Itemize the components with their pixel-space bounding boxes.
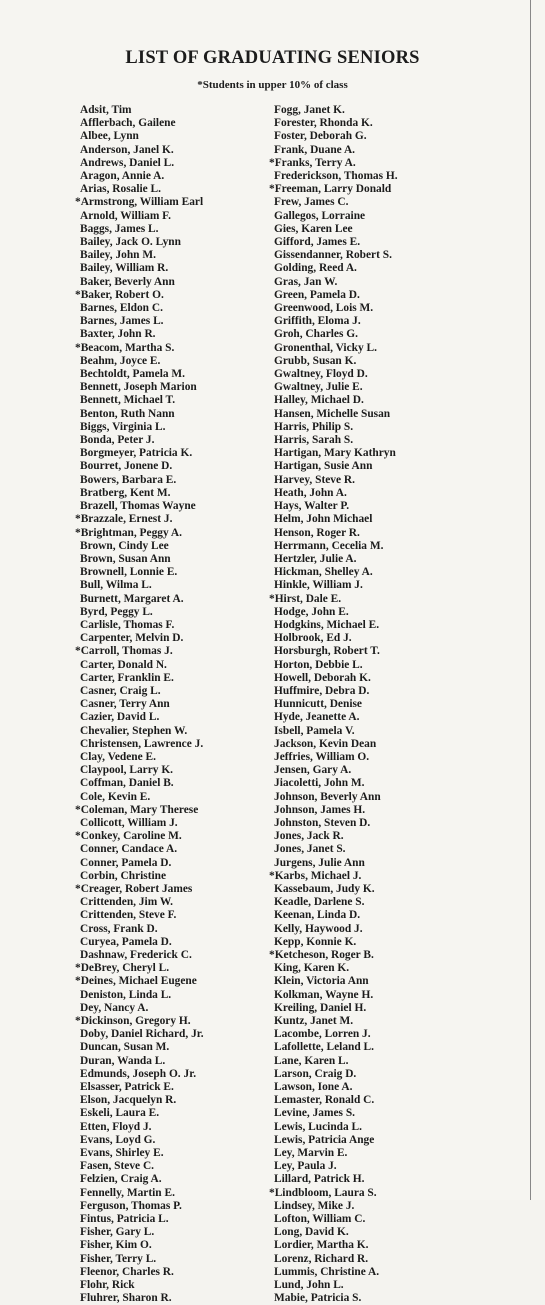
senior-name: Edmunds, Joseph O. Jr. xyxy=(80,1067,197,1080)
senior-name: Heath, John A. xyxy=(274,486,347,499)
senior-name: Casner, Terry Ann xyxy=(80,698,170,711)
senior-name: Lofton, William C. xyxy=(274,1213,366,1226)
senior-name: Frank, Duane A. xyxy=(274,143,356,156)
page-subtitle: *Students in upper 10% of class xyxy=(197,79,348,91)
senior-name: *Franks, Terry A. xyxy=(269,156,356,169)
senior-name: Lordier, Martha K. xyxy=(274,1239,369,1252)
senior-name: Cole, Kevin E. xyxy=(80,790,151,803)
senior-name: Gallegos, Lorraine xyxy=(274,209,366,222)
senior-name: Harris, Philip S. xyxy=(274,420,354,433)
senior-name: Gronenthal, Vicky L. xyxy=(274,341,377,354)
senior-name: *Karbs, Michael J. xyxy=(269,869,362,882)
senior-name: Bennett, Michael T. xyxy=(80,394,176,407)
senior-name: Lindsey, Mike J. xyxy=(274,1199,355,1212)
senior-name: Elsasser, Patrick E. xyxy=(80,1081,174,1094)
senior-name: *Brazzale, Ernest J. xyxy=(75,513,173,526)
senior-name: Green, Pamela D. xyxy=(274,288,360,301)
senior-name: Evans, Shirley E. xyxy=(80,1147,164,1160)
senior-name: Fennelly, Martin E. xyxy=(80,1186,175,1199)
senior-name: Crittenden, Steve F. xyxy=(80,909,177,922)
senior-name: Henson, Roger R. xyxy=(274,526,360,539)
senior-name: *Creager, Robert James xyxy=(75,882,193,895)
senior-name: Forester, Rhonda K. xyxy=(274,117,373,130)
senior-name: Lewis, Lucinda L. xyxy=(274,1120,362,1133)
senior-name: Herrmann, Cecelia M. xyxy=(274,539,384,552)
senior-name: Ley, Marvin E. xyxy=(274,1147,348,1160)
senior-name: *Deines, Michael Eugene xyxy=(75,975,197,988)
senior-name: Hunnicutt, Denise xyxy=(274,698,362,711)
right-name-column xyxy=(269,104,530,1305)
senior-name: Greenwood, Lois M. xyxy=(274,302,374,315)
senior-name: Byrd, Peggy L. xyxy=(80,605,153,618)
senior-name: Horton, Debbie L. xyxy=(274,658,363,671)
senior-name: Fisher, Gary L. xyxy=(80,1226,155,1239)
senior-name: Lummis, Christine A. xyxy=(274,1265,380,1278)
senior-name: Ferguson, Thomas P. xyxy=(80,1199,182,1212)
senior-name: Felzien, Craig A. xyxy=(80,1173,162,1186)
senior-name: Hartigan, Susie Ann xyxy=(274,460,373,473)
senior-name: *Baker, Robert O. xyxy=(75,288,164,301)
senior-name: Johnston, Steven D. xyxy=(274,816,371,829)
senior-name: Lillard, Patrick H. xyxy=(274,1173,365,1186)
senior-name: King, Karen K. xyxy=(274,962,350,975)
senior-name: Biggs, Virginia L. xyxy=(80,420,166,433)
senior-name: Mabie, Patricia S. xyxy=(274,1292,362,1305)
senior-name: Fluhrer, Sharon R. xyxy=(80,1292,172,1305)
senior-name: Fintus, Patricia L. xyxy=(80,1213,169,1226)
senior-name: Brownell, Lonnie E. xyxy=(80,566,178,579)
senior-name: Arias, Rosalie L. xyxy=(80,183,161,196)
senior-name: Gifford, James E. xyxy=(274,236,361,249)
senior-name: Bourret, Jonene D. xyxy=(80,460,173,473)
senior-name: Lund, John L. xyxy=(274,1279,344,1292)
senior-name: Hertzler, Julie A. xyxy=(274,552,357,565)
senior-name: Klein, Victoria Ann xyxy=(274,975,369,988)
senior-name: Lemaster, Ronald C. xyxy=(274,1094,375,1107)
senior-name: *DeBrey, Cheryl L. xyxy=(75,962,170,975)
senior-name: Benton, Ruth Nann xyxy=(80,407,175,420)
senior-name: Hickman, Shelley A. xyxy=(274,566,373,579)
senior-name: Brazell, Thomas Wayne xyxy=(80,500,196,513)
senior-name: Afflerbach, Gailene xyxy=(80,117,176,130)
senior-name: Lacombe, Lorren J. xyxy=(274,1028,371,1041)
senior-name: Kuntz, Janet M. xyxy=(274,1015,354,1028)
senior-name: Flohr, Rick xyxy=(80,1279,135,1292)
senior-name: Borgmeyer, Patricia K. xyxy=(80,447,193,460)
senior-name: Baxter, John R. xyxy=(80,328,156,341)
senior-name: Isbell, Pamela V. xyxy=(274,724,355,737)
senior-name: Fleenor, Charles R. xyxy=(80,1265,174,1278)
senior-name: Aragon, Annie A. xyxy=(80,170,165,183)
senior-name: Johnson, Beverly Ann xyxy=(274,790,381,803)
senior-name: Bailey, William R. xyxy=(80,262,169,275)
senior-name: Helm, John Michael xyxy=(274,513,373,526)
senior-name: Larson, Craig D. xyxy=(274,1067,357,1080)
senior-name: Kepp, Konnie K. xyxy=(274,935,357,948)
senior-name: Conner, Candace A. xyxy=(80,843,178,856)
senior-name: Kassebaum, Judy K. xyxy=(274,882,375,895)
senior-name: Baggs, James L. xyxy=(80,222,159,235)
senior-name: Brown, Cindy Lee xyxy=(80,539,169,552)
senior-name: Burnett, Margaret A. xyxy=(80,592,184,605)
senior-name: Hartigan, Mary Kathryn xyxy=(274,447,396,460)
senior-name: Gies, Karen Lee xyxy=(274,222,353,235)
senior-name: Johnson, James H. xyxy=(274,803,366,816)
senior-name: Jensen, Gary A. xyxy=(274,764,352,777)
senior-name: Kreiling, Daniel H. xyxy=(274,1001,367,1014)
senior-name: Harris, Sarah S. xyxy=(274,434,354,447)
senior-name: Etten, Floyd J. xyxy=(80,1120,152,1133)
senior-name: Bowers, Barbara E. xyxy=(80,473,177,486)
senior-name: *Hirst, Dale E. xyxy=(269,592,342,605)
senior-name: Foster, Deborah G. xyxy=(274,130,367,143)
senior-name: Bailey, Jack O. Lynn xyxy=(80,236,181,249)
senior-name: Deniston, Linda L. xyxy=(80,988,172,1001)
senior-name: Arnold, William F. xyxy=(80,209,171,222)
senior-name: Fisher, Kim O. xyxy=(80,1239,152,1252)
senior-name: Carter, Donald N. xyxy=(80,658,167,671)
senior-name: Adsit, Tim xyxy=(80,104,132,116)
senior-name: Barnes, James L. xyxy=(80,315,164,328)
senior-name: Fogg, Janet K. xyxy=(274,104,345,116)
senior-name: Elson, Jacquelyn R. xyxy=(80,1094,177,1107)
senior-name: Lewis, Patricia Ange xyxy=(274,1133,375,1146)
senior-name: Fasen, Steve C. xyxy=(80,1160,155,1173)
senior-name: Horsburgh, Robert T. xyxy=(274,645,380,658)
senior-name: *Beacom, Martha S. xyxy=(75,341,175,354)
senior-name: Brown, Susan Ann xyxy=(80,552,171,565)
senior-name: Bonda, Peter J. xyxy=(80,434,155,447)
senior-name: Hays, Walter P. xyxy=(274,500,350,513)
senior-name: Levine, James S. xyxy=(274,1107,355,1120)
senior-name: Long, David K. xyxy=(274,1226,349,1239)
senior-name: Bailey, John M. xyxy=(80,249,156,262)
senior-name: Duran, Wanda L. xyxy=(80,1054,166,1067)
senior-name: Anderson, Janel K. xyxy=(80,143,174,156)
senior-name: Gras, Jan W. xyxy=(274,275,338,288)
senior-name: Halley, Michael D. xyxy=(274,394,364,407)
senior-name: Keadle, Darlene S. xyxy=(274,896,365,909)
senior-name: Christensen, Lawrence J. xyxy=(80,737,204,750)
senior-name: Curyea, Pamela D. xyxy=(80,935,172,948)
senior-name: Crittenden, Jim W. xyxy=(80,896,174,909)
senior-name: Groh, Charles G. xyxy=(274,328,358,341)
senior-name: Frederickson, Thomas H. xyxy=(274,170,398,183)
senior-name: *Conkey, Caroline M. xyxy=(75,830,182,843)
senior-name: Bull, Wilma L. xyxy=(80,579,152,592)
senior-name: Kolkman, Wayne H. xyxy=(274,988,374,1001)
senior-name: Hodge, John E. xyxy=(274,605,349,618)
senior-name: Conner, Pamela D. xyxy=(80,856,172,869)
senior-name: Carter, Franklin E. xyxy=(80,671,174,684)
senior-name: Lawson, Ione A. xyxy=(274,1081,353,1094)
senior-name: Corbin, Christine xyxy=(80,869,167,882)
senior-name: Doby, Daniel Richard, Jr. xyxy=(80,1028,204,1041)
senior-name: Albee, Lynn xyxy=(80,130,139,143)
senior-name: Kelly, Haywood J. xyxy=(274,922,363,935)
senior-name: Dashnaw, Frederick C. xyxy=(80,949,192,961)
senior-name: *Lindbloom, Laura S. xyxy=(269,1186,377,1199)
senior-name: Bennett, Joseph Marion xyxy=(80,381,197,394)
left-name-column xyxy=(75,104,280,1305)
senior-name: Dey, Nancy A. xyxy=(80,1001,149,1014)
senior-name: Jones, Janet S. xyxy=(274,843,346,856)
senior-name: *Brightman, Peggy A. xyxy=(75,526,182,539)
senior-name: Gwaltney, Floyd D. xyxy=(274,368,368,381)
senior-name: Jiacoletti, John M. xyxy=(274,777,365,790)
senior-name: Lafollette, Leland L. xyxy=(274,1041,374,1054)
senior-name: Golding, Reed A. xyxy=(274,262,357,275)
senior-name: Harvey, Steve R. xyxy=(274,473,355,486)
senior-name: Carlisle, Thomas F. xyxy=(80,618,175,631)
senior-name: Bratberg, Kent M. xyxy=(80,486,171,499)
senior-name: Hansen, Michelle Susan xyxy=(274,407,391,420)
senior-name: Cazier, David L. xyxy=(80,711,160,724)
senior-name: Coffman, Daniel B. xyxy=(80,777,174,790)
senior-name: Lorenz, Richard R. xyxy=(274,1252,369,1265)
senior-name: Huffmire, Debra D. xyxy=(274,684,370,697)
senior-name: Chevalier, Stephen W. xyxy=(80,724,188,737)
senior-name: Collicott, William J. xyxy=(80,816,178,829)
senior-name: *Ketcheson, Roger B. xyxy=(269,949,374,961)
senior-name: Hodgkins, Michael E. xyxy=(274,618,380,631)
senior-name: Hyde, Jeanette A. xyxy=(274,711,360,724)
senior-name: Keenan, Linda D. xyxy=(274,909,361,922)
senior-name: Gwaltney, Julie E. xyxy=(274,381,363,394)
senior-name: Andrews, Daniel L. xyxy=(80,156,175,169)
senior-name: Frew, James C. xyxy=(274,196,349,209)
senior-name: Claypool, Larry K. xyxy=(80,764,174,777)
senior-name: Jeffries, William O. xyxy=(274,750,370,763)
column-rule xyxy=(530,0,531,1200)
senior-name: Gissendanner, Robert S. xyxy=(274,249,392,262)
senior-name: Lane, Karen L. xyxy=(274,1054,349,1067)
senior-name: *Armstrong, William Earl xyxy=(75,196,204,209)
senior-name: Cross, Frank D. xyxy=(80,922,158,935)
senior-name: Casner, Craig L. xyxy=(80,684,161,697)
senior-name: Beahm, Joyce E. xyxy=(80,354,161,367)
senior-name: Jones, Jack R. xyxy=(274,830,344,843)
senior-name: Hinkle, William J. xyxy=(274,579,363,592)
senior-name: Jackson, Kevin Dean xyxy=(274,737,377,750)
senior-name: Ley, Paula J. xyxy=(274,1160,337,1173)
senior-name: Bechtoldt, Pamela M. xyxy=(80,368,186,381)
senior-name: Evans, Loyd G. xyxy=(80,1133,156,1146)
senior-name: *Dickinson, Gregory H. xyxy=(75,1015,191,1028)
senior-name: *Freeman, Larry Donald xyxy=(269,183,392,196)
senior-name: Grubb, Susan K. xyxy=(274,354,357,367)
senior-name: Griffith, Eloma J. xyxy=(274,315,361,328)
senior-name: Duncan, Susan M. xyxy=(80,1041,170,1054)
senior-name: Eskeli, Laura E. xyxy=(80,1107,160,1120)
senior-name: Barnes, Eldon C. xyxy=(80,302,163,315)
senior-name: *Carroll, Thomas J. xyxy=(75,645,173,658)
senior-name: Clay, Vedene E. xyxy=(80,750,156,763)
page-title: LIST OF GRADUATING SENIORS xyxy=(125,48,420,68)
senior-name: Holbrook, Ed J. xyxy=(274,632,352,645)
senior-name: Baker, Beverly Ann xyxy=(80,275,175,288)
senior-name: Fisher, Terry L. xyxy=(80,1252,157,1265)
senior-name: Jurgens, Julie Ann xyxy=(274,856,365,869)
senior-name: Howell, Deborah K. xyxy=(274,671,371,684)
senior-name: Carpenter, Melvin D. xyxy=(80,632,184,645)
senior-name: *Coleman, Mary Therese xyxy=(75,803,199,816)
